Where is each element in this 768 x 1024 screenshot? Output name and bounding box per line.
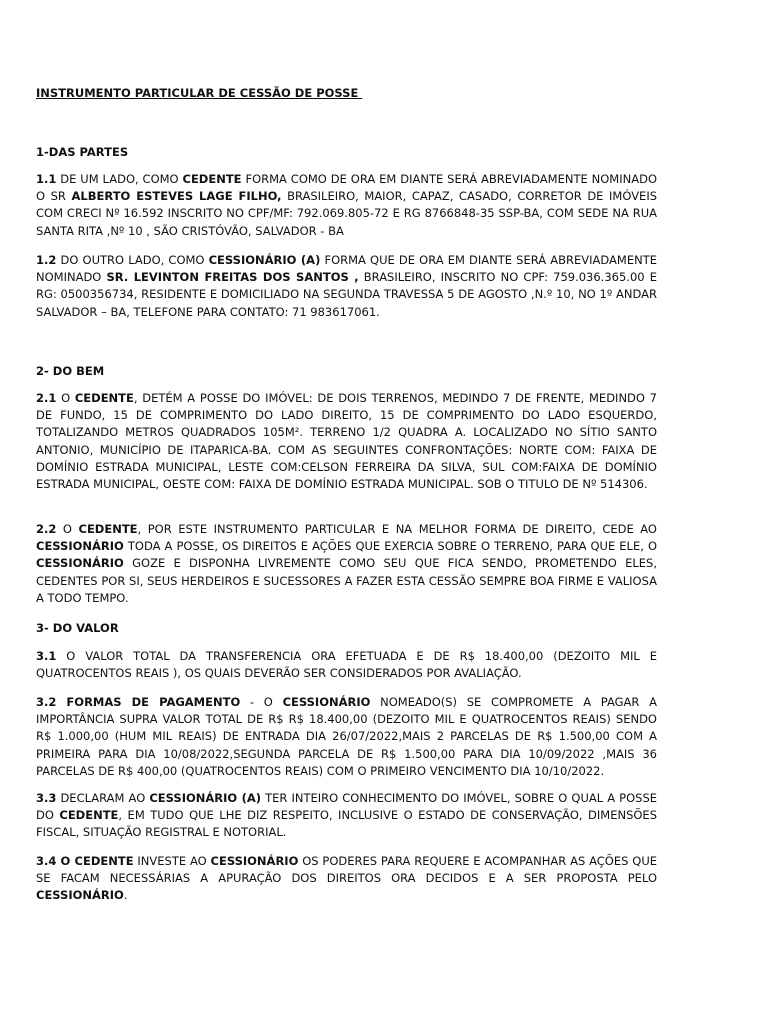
clause-2-2 <box>36 521 657 607</box>
clause-text: DECLARAM AO <box>56 791 150 805</box>
clause-number: 3.3 <box>36 791 57 805</box>
clause-text: , POR ESTE INSTRUMENTO PARTICULAR E NA MELHOR FORMA DE DIREITO, CEDE AO <box>137 522 657 536</box>
clause-text: BRASILEIRO, INSCRITO NO CPF: 759.036.365.00 E RG: 0500356734, RESIDENTE E DOMICILIADO NA SEGUNDA TRAVESSA 5 DE AGOSTO ,N.º 10, NO 1º ANDAR SALVADOR – BA, TELEFONE PARA CONTATO: 71 983617061. <box>36 270 657 319</box>
clause-number: 3.4 O CEDENTE <box>36 854 134 868</box>
clause-text: TER INTEIRO CONHECIMENTO DO IMÓVEL, SOBRE O QUAL A POSSE DO <box>36 791 658 823</box>
clause-text: INVESTE AO <box>133 854 211 868</box>
clause-number: 1.2 <box>36 253 57 267</box>
section-heading-bem: 2- DO BEM <box>36 364 105 378</box>
clause-text: NOMEADO(S) SE COMPROMETE A PAGAR A IMPORTÂNCIA SUPRA VALOR TOTAL DE R$ R$ 18.400,00 (DEZOITO MIL E QUATROCENTOS REAIS) SENDO R$ 1.000,00 (HUM MIL REAIS) DE ENTRADA DIA 26/07/2022,MAIS 2 PARCELAS DE R$ 1.500,00 COM A PRIMEIRA PARA DIA 10/08/2022,SEGUNDA PARCELA DE R$ 1.500,00 PARA DIA 10/09/2022 ,MAIS 36 PARCELAS DE R$ 400,00 (QUATROCENTOS REAIS) COM O PRIMEIRO VENCIMENTO DIA 10/10/2022. <box>36 695 657 778</box>
party-name: ALBERTO ESTEVES LAGE FILHO, <box>71 189 282 204</box>
party-role: CESSIONÁRIO <box>36 888 124 903</box>
section-heading-valor: 3- DO VALOR <box>36 621 119 635</box>
clause-text: . <box>123 888 128 903</box>
party-role: CEDENTE <box>78 522 138 536</box>
clause-text: DO OUTRO LADO, COMO <box>56 253 209 267</box>
party-role: CESSIONÁRIO <box>36 539 124 554</box>
clause-number: 3.1 <box>36 649 57 663</box>
clause-3-4 <box>36 853 657 905</box>
clause-1-2 <box>36 252 657 321</box>
clause-text: , EM TUDO QUE LHE DIZ RESPEITO, INCLUSIVE O ESTADO DE CONSERVAÇÃO, DIMENSÕES FISCAL, SITUAÇÃO REGISTRAL E NOTORIAL. <box>36 808 657 840</box>
clause-text: , DETÉM A POSSE DO IMÓVEL: DE DOIS TERRENOS, MEDINDO 7 DE FRENTE, MEDINDO 7 DE FUNDO, 15 DE COMPRIMENTO DO LADO DIREITO, 15 DE COMPRIMENTO DO LADO ESQUERDO, TOTALIZANDO METROS QUADRADOS 105M². TERRENO 1/2 QUADRA A. LOCALIZADO NO SÍTIO SANTO ANTONIO, MUNICÍPIO DE ITAPARICA-BA. COM AS SEGUINTES CONFRONTAÇÕES: NORTE COM: FAIXA DE DOMÍNIO ESTRADA MUNICIPAL, LESTE COM:CELSON FERREIRA DA SILVA, SUL COM:FAIXA DE DOMÍNIO ESTRADA MUNICIPAL, OESTE COM: FAIXA DE DOMÍNIO ESTRADA MUNICIPAL. SOB O TITULO DE Nº 514306. <box>36 391 657 492</box>
section-heading-partes: 1-DAS PARTES <box>36 145 129 159</box>
party-name: SR. LEVINTON FREITAS DOS SANTOS , <box>106 270 359 285</box>
party-role: CESSIONÁRIO <box>282 695 371 709</box>
document-title: INSTRUMENTO PARTICULAR DE CESSÃO DE POSSE <box>36 86 363 100</box>
clause-3-1 <box>36 648 657 682</box>
clause-3-2 <box>36 694 657 780</box>
party-role: CESSIONÁRIO (A) <box>149 791 262 805</box>
clause-number: 3.2 FORMAS DE PAGAMENTO <box>36 695 241 709</box>
clause-text: GOZE E DISPONHA LIVREMENTE COMO SEU QUE FICA SENDO, PROMETENDO ELES, CEDENTES POR SI, SEUS HERDEIROS E SUCESSORES A FAZER ESTA CESSÃO SEMPRE BOA FIRME E VALIOSA A TODO TEMPO. <box>36 556 657 605</box>
clause-text: O VALOR TOTAL DA TRANSFERENCIA ORA EFETUADA E DE R$ 18.400,00 (DEZOITO MIL E QUATROCENTOS REAIS ), OS QUAIS DEVERÃO SER CONSIDERADOS POR AVALIAÇÃO. <box>36 649 657 681</box>
party-role: CEDENTE <box>182 172 242 186</box>
clause-number: 2.1 <box>36 391 57 405</box>
clause-text: OS PODERES PARA REQUERE E ACOMPANHAR AS AÇÕES QUE SE FACAM NECESSÁRIAS A APURAÇÃO DOS DIREITOS ORA DECIDOS E A SER PROPOSTA PELO <box>36 854 657 886</box>
clause-text: FORMA COMO DE ORA EM DIANTE SERÁ ABREVIADAMENTE NOMINADO O SR <box>36 172 657 204</box>
clause-1-1 <box>36 171 657 240</box>
party-role: CEDENTE <box>74 391 134 405</box>
clause-text: O <box>56 391 75 405</box>
party-role: CESSIONÁRIO <box>36 556 124 571</box>
clause-text: FORMA QUE DE ORA EM DIANTE SERÁ ABREVIADAMENTE NOMINADO <box>36 253 657 285</box>
party-role: CESSIONÁRIO (A) <box>208 253 321 267</box>
clause-number: 1.1 <box>36 172 57 186</box>
clause-3-3 <box>36 790 657 842</box>
party-role: CEDENTE <box>59 808 119 823</box>
clause-text: TODA A POSSE, OS DIREITOS E AÇÕES QUE EXERCIA SOBRE O TERRENO, PARA QUE ELE, O <box>123 539 657 554</box>
clause-text: BRASILEIRO, MAIOR, CAPAZ, CASADO, CORRETOR DE IMÓVEIS COM CRECI Nº 16.592 INSCRITO NO CPF/MF: 792.069.805-72 E RG 8766848-35 SSP-BA, COM SEDE NA RUA SANTA RITA ,Nº 10 , SÃO CRISTÓVÃO, SALVADOR - BA <box>36 189 658 238</box>
clause-2-1 <box>36 390 657 493</box>
document-page <box>36 0 657 1024</box>
clause-text: DE UM LADO, COMO <box>56 172 183 186</box>
party-role: CESSIONÁRIO <box>210 854 299 868</box>
clause-text: O <box>56 522 79 536</box>
clause-number: 2.2 <box>36 522 57 536</box>
clause-text: - O <box>240 695 283 709</box>
